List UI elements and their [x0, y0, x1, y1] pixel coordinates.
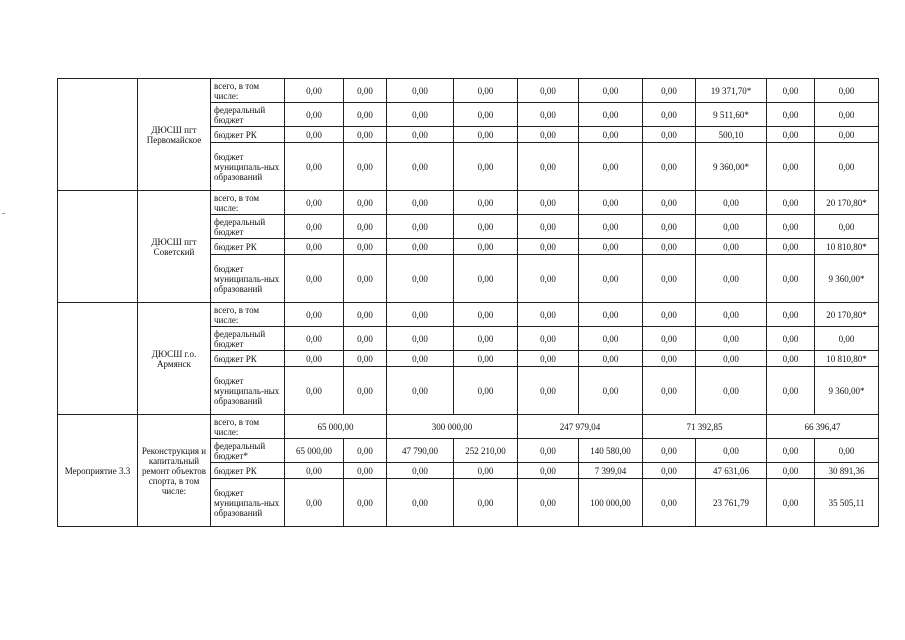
value-cell: 0,00	[344, 367, 387, 415]
value-cell: 0,00	[767, 143, 815, 191]
value-cell: 0,00	[387, 127, 454, 143]
value-cell: 47 631,06	[696, 463, 767, 479]
value-cell: 65 000,00	[285, 439, 344, 463]
value-cell: 0,00	[454, 479, 518, 527]
value-cell: 0,00	[696, 327, 767, 351]
budget-category: бюджет муниципаль-ных образований	[211, 479, 285, 527]
value-cell: 140 580,00	[579, 439, 643, 463]
table-row	[58, 415, 879, 439]
value-cell: 0,00	[454, 143, 518, 191]
value-cell: 0,00	[285, 215, 344, 239]
value-cell: 0,00	[643, 103, 696, 127]
institution-name: ДЮСШ г.о. Армянск	[138, 303, 211, 415]
value-cell: 0,00	[285, 351, 344, 367]
budget-table-sheet	[57, 78, 878, 540]
value-cell: 0,00	[344, 479, 387, 527]
merged-total-cell: 65 000,00	[285, 415, 387, 439]
value-cell: 0,00	[643, 79, 696, 103]
value-cell: 0,00	[579, 191, 643, 215]
value-cell: 0,00	[767, 215, 815, 239]
value-cell: 0,00	[518, 127, 579, 143]
value-cell: 0,00	[285, 255, 344, 303]
value-cell: 0,00	[579, 79, 643, 103]
value-cell: 0,00	[285, 367, 344, 415]
value-cell: 0,00	[387, 143, 454, 191]
value-cell: 500,10	[696, 127, 767, 143]
value-cell: 0,00	[643, 239, 696, 255]
value-cell: 0,00	[344, 103, 387, 127]
value-cell: 0,00	[643, 255, 696, 303]
budget-category: бюджет РК	[211, 463, 285, 479]
merged-total-cell: 300 000,00	[387, 415, 518, 439]
value-cell: 0,00	[387, 351, 454, 367]
value-cell: 0,00	[696, 239, 767, 255]
budget-category: всего, в том числе:	[211, 303, 285, 327]
value-cell: 0,00	[387, 303, 454, 327]
value-cell: 35 505,11	[815, 479, 879, 527]
table-row	[58, 303, 879, 327]
measure-empty-cell	[58, 303, 138, 415]
value-cell: 0,00	[344, 79, 387, 103]
value-cell: 0,00	[454, 191, 518, 215]
value-cell: 0,00	[815, 79, 879, 103]
value-cell: 0,00	[643, 479, 696, 527]
value-cell: 10 810,80*	[815, 351, 879, 367]
value-cell: 0,00	[344, 215, 387, 239]
value-cell: 0,00	[387, 79, 454, 103]
value-cell: 0,00	[454, 303, 518, 327]
budget-category: всего, в том числе:	[211, 191, 285, 215]
value-cell: 23 761,79	[696, 479, 767, 527]
value-cell: 0,00	[696, 303, 767, 327]
value-cell: 0,00	[454, 79, 518, 103]
value-cell: 0,00	[454, 463, 518, 479]
value-cell: 0,00	[344, 327, 387, 351]
value-cell: 0,00	[696, 351, 767, 367]
value-cell: 0,00	[696, 255, 767, 303]
value-cell: 0,00	[387, 215, 454, 239]
value-cell: 0,00	[579, 103, 643, 127]
value-cell: 0,00	[454, 255, 518, 303]
value-cell: 0,00	[696, 439, 767, 463]
budget-table	[57, 78, 879, 527]
merged-total-cell: 71 392,85	[643, 415, 767, 439]
value-cell: 0,00	[579, 143, 643, 191]
value-cell: 0,00	[454, 351, 518, 367]
budget-category: федеральный бюджет	[211, 215, 285, 239]
value-cell: 0,00	[387, 367, 454, 415]
value-cell: 0,00	[518, 303, 579, 327]
value-cell: 0,00	[579, 303, 643, 327]
value-cell: 0,00	[815, 439, 879, 463]
value-cell: 9 360,00*	[815, 367, 879, 415]
table-row	[58, 191, 879, 215]
value-cell: 0,00	[285, 143, 344, 191]
value-cell: 0,00	[643, 215, 696, 239]
value-cell: 0,00	[696, 215, 767, 239]
value-cell: 0,00	[767, 327, 815, 351]
budget-category: бюджет муниципаль-ных образований	[211, 367, 285, 415]
table-row	[58, 79, 879, 103]
value-cell: 0,00	[454, 103, 518, 127]
value-cell: 0,00	[696, 367, 767, 415]
value-cell: 0,00	[643, 351, 696, 367]
budget-category: федеральный бюджет	[211, 327, 285, 351]
value-cell: 0,00	[579, 239, 643, 255]
value-cell: 0,00	[285, 103, 344, 127]
value-cell: 0,00	[285, 127, 344, 143]
value-cell: 0,00	[579, 351, 643, 367]
value-cell: 0,00	[579, 255, 643, 303]
value-cell: 0,00	[518, 191, 579, 215]
measure-name: Реконструкция и капитальный ремонт объектов спорта, в том числе:	[138, 415, 211, 527]
value-cell: 0,00	[696, 191, 767, 215]
value-cell: 0,00	[344, 191, 387, 215]
value-cell: 0,00	[767, 103, 815, 127]
value-cell: 0,00	[344, 439, 387, 463]
value-cell: 0,00	[767, 191, 815, 215]
value-cell: 0,00	[643, 127, 696, 143]
merged-total-cell: 66 396,47	[767, 415, 879, 439]
value-cell: 0,00	[767, 367, 815, 415]
value-cell: 20 170,80*	[815, 191, 879, 215]
value-cell: 0,00	[518, 79, 579, 103]
value-cell: 0,00	[767, 463, 815, 479]
budget-category: бюджет муниципаль-ных образований	[211, 255, 285, 303]
value-cell: 0,00	[767, 439, 815, 463]
value-cell: 0,00	[643, 463, 696, 479]
value-cell: 0,00	[767, 255, 815, 303]
value-cell: 0,00	[285, 479, 344, 527]
value-cell: 0,00	[344, 127, 387, 143]
value-cell: 0,00	[579, 127, 643, 143]
value-cell: 0,00	[643, 191, 696, 215]
value-cell: 0,00	[285, 191, 344, 215]
value-cell: 0,00	[344, 255, 387, 303]
value-cell: 0,00	[815, 103, 879, 127]
value-cell: 0,00	[815, 327, 879, 351]
value-cell: 0,00	[767, 127, 815, 143]
value-cell: 0,00	[344, 303, 387, 327]
value-cell: 0,00	[767, 303, 815, 327]
value-cell: 0,00	[579, 367, 643, 415]
value-cell: 9 360,00*	[696, 143, 767, 191]
value-cell: 0,00	[285, 239, 344, 255]
value-cell: 0,00	[285, 79, 344, 103]
budget-category: бюджет РК	[211, 351, 285, 367]
value-cell: 0,00	[518, 439, 579, 463]
value-cell: 0,00	[518, 103, 579, 127]
institution-name: ДЮСШ пгт Советский	[138, 191, 211, 303]
value-cell: 0,00	[767, 79, 815, 103]
value-cell: 7 399,04	[579, 463, 643, 479]
value-cell: 0,00	[643, 439, 696, 463]
budget-category: федеральный бюджет	[211, 103, 285, 127]
value-cell: 0,00	[454, 367, 518, 415]
value-cell: 0,00	[387, 479, 454, 527]
value-cell: 0,00	[518, 255, 579, 303]
value-cell: 0,00	[387, 239, 454, 255]
value-cell: 0,00	[815, 215, 879, 239]
value-cell: 0,00	[518, 215, 579, 239]
value-cell: 100 000,00	[579, 479, 643, 527]
value-cell: 0,00	[518, 463, 579, 479]
budget-category: бюджет РК	[211, 239, 285, 255]
value-cell: 0,00	[387, 255, 454, 303]
value-cell: 0,00	[454, 215, 518, 239]
value-cell: 0,00	[344, 463, 387, 479]
measure-empty-cell	[58, 79, 138, 191]
value-cell: 0,00	[815, 143, 879, 191]
value-cell: 0,00	[815, 127, 879, 143]
value-cell: 252 210,00	[454, 439, 518, 463]
value-cell: 0,00	[579, 215, 643, 239]
value-cell: 0,00	[518, 367, 579, 415]
value-cell: 30 891,36	[815, 463, 879, 479]
value-cell: 0,00	[387, 191, 454, 215]
value-cell: 0,00	[643, 327, 696, 351]
value-cell: 0,00	[767, 479, 815, 527]
value-cell: 0,00	[344, 351, 387, 367]
measure-label: Мероприятие 3.3	[58, 415, 138, 527]
budget-category: всего, в том числе:	[211, 415, 285, 439]
value-cell: 0,00	[454, 327, 518, 351]
value-cell: 0,00	[285, 303, 344, 327]
measure-empty-cell	[58, 191, 138, 303]
value-cell: 0,00	[643, 143, 696, 191]
value-cell: 20 170,80*	[815, 303, 879, 327]
value-cell: 0,00	[643, 303, 696, 327]
value-cell: 0,00	[518, 327, 579, 351]
value-cell: 9 511,60*	[696, 103, 767, 127]
budget-category: федеральный бюджет*	[211, 439, 285, 463]
value-cell: 0,00	[387, 327, 454, 351]
budget-category: бюджет РК	[211, 127, 285, 143]
value-cell: 0,00	[518, 143, 579, 191]
value-cell: 0,00	[579, 327, 643, 351]
value-cell: 0,00	[767, 351, 815, 367]
value-cell: 0,00	[518, 351, 579, 367]
margin-mark	[2, 213, 5, 214]
institution-name: ДЮСШ пгт Первомайское	[138, 79, 211, 191]
value-cell: 47 790,00	[387, 439, 454, 463]
value-cell: 9 360,00*	[815, 255, 879, 303]
value-cell: 0,00	[344, 239, 387, 255]
value-cell: 0,00	[518, 479, 579, 527]
value-cell: 0,00	[285, 327, 344, 351]
value-cell: 0,00	[285, 463, 344, 479]
value-cell: 10 810,80*	[815, 239, 879, 255]
value-cell: 0,00	[344, 143, 387, 191]
value-cell: 0,00	[387, 463, 454, 479]
merged-total-cell: 247 979,04	[518, 415, 643, 439]
value-cell: 0,00	[454, 239, 518, 255]
value-cell: 0,00	[518, 239, 579, 255]
budget-category: всего, в том числе:	[211, 79, 285, 103]
value-cell: 0,00	[643, 367, 696, 415]
value-cell: 0,00	[767, 239, 815, 255]
budget-category: бюджет муниципаль-ных образований	[211, 143, 285, 191]
value-cell: 0,00	[454, 127, 518, 143]
value-cell: 19 371,70*	[696, 79, 767, 103]
value-cell: 0,00	[387, 103, 454, 127]
